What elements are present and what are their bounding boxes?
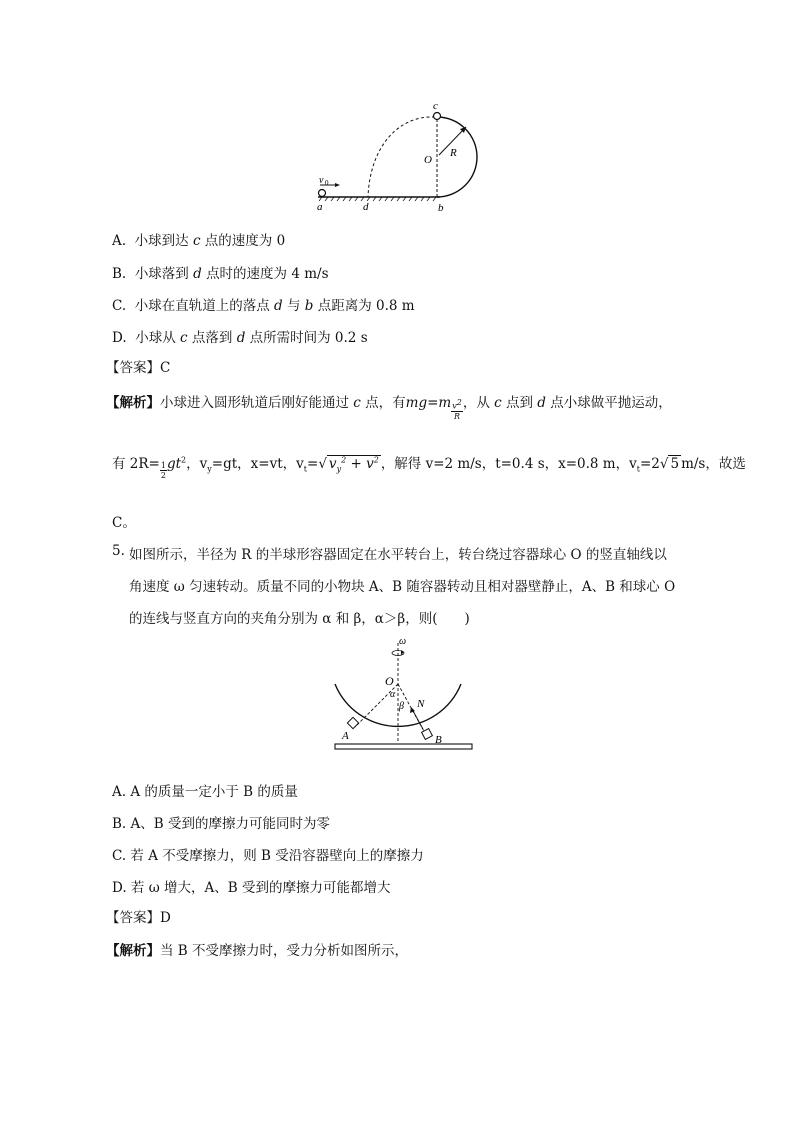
q4-option-d: D. 小球从 c 点落到 d 点所需时间为 0.2 s bbox=[112, 330, 368, 346]
q5-option-b: B. A、B 受到的摩擦力可能同时为零 bbox=[112, 816, 330, 832]
label-v0-sub: 0 bbox=[325, 179, 329, 187]
label-d: d bbox=[363, 201, 369, 213]
q5-option-c: C. 若 A 不受摩擦力，则 B 受沿容器壁向上的摩擦力 bbox=[112, 848, 424, 864]
label-N: N bbox=[417, 698, 425, 710]
q4-analysis-line3: C。 bbox=[112, 515, 136, 531]
label-a: a bbox=[317, 201, 323, 213]
label-O: O bbox=[385, 674, 394, 688]
q5-stem-line3: 的连线与竖直方向的夹角分别为 α 和 β，α＞β，则( ) bbox=[129, 611, 470, 627]
q4-analysis-line1: 【解析】小球进入圆形轨道后刚好能通过 c 点，有mg=m $\frac{v^2}{R}$ ，从 c 点到 d 点小球做平抛运动， bbox=[106, 395, 672, 421]
q5-analysis: 【解析】当 B 不受摩擦力时，受力分析如图所示， bbox=[106, 943, 409, 959]
label-O: O bbox=[424, 154, 432, 166]
q5-stem-line1: 如图所示，半径为 R 的半球形容器固定在水平转台上，转台绕过容器球心 O 的竖直轴线以 bbox=[129, 547, 667, 563]
label-v0: v bbox=[319, 175, 324, 186]
label-beta: β bbox=[399, 701, 404, 712]
label-R: R bbox=[450, 147, 457, 159]
label-A: A bbox=[342, 730, 349, 742]
label-b: b bbox=[438, 202, 444, 214]
q4-answer: 【答案】C bbox=[106, 360, 171, 376]
label-c: c bbox=[433, 100, 438, 112]
q5-answer: 【答案】D bbox=[106, 910, 171, 926]
label-B: B bbox=[435, 734, 442, 746]
q5-option-a: A. A 的质量一定小于 B 的质量 bbox=[112, 784, 298, 800]
q4-option-c: C. 小球在直轨道上的落点 d 与 b 点距离为 0.8 m bbox=[112, 298, 415, 314]
q4-analysis-line2: 有 2R= $\frac{1}{2}$ $gt^2$，$v_y=gt$，x=vt，$v_t=√$ $v_y^2 + v^2$ ，解得 v=2 m/s，t=0.4 s，x=0.8 m，$v_t=2√$ 5 m/s，故选 bbox=[112, 455, 746, 480]
figure-hemisphere-bowl bbox=[325, 635, 480, 755]
q4-option-a: A. 小球到达 c 点的速度为 0 bbox=[112, 233, 286, 249]
label-omega: ω bbox=[399, 636, 407, 647]
q5-option-d: D. 若 ω 增大，A、B 受到的摩擦力可能都增大 bbox=[112, 880, 391, 896]
q4-option-b: B. 小球落到 d 点时的速度为 4 m/s bbox=[112, 266, 329, 282]
figure-track-loop bbox=[300, 95, 490, 217]
label-alpha: α bbox=[390, 689, 396, 700]
q5-number: 5. bbox=[112, 543, 125, 559]
q5-stem-line2: 角速度 ω 匀速转动。质量不同的小物块 A、B 随容器转动且相对器壁静止，A、B 和球心 O bbox=[129, 579, 676, 595]
